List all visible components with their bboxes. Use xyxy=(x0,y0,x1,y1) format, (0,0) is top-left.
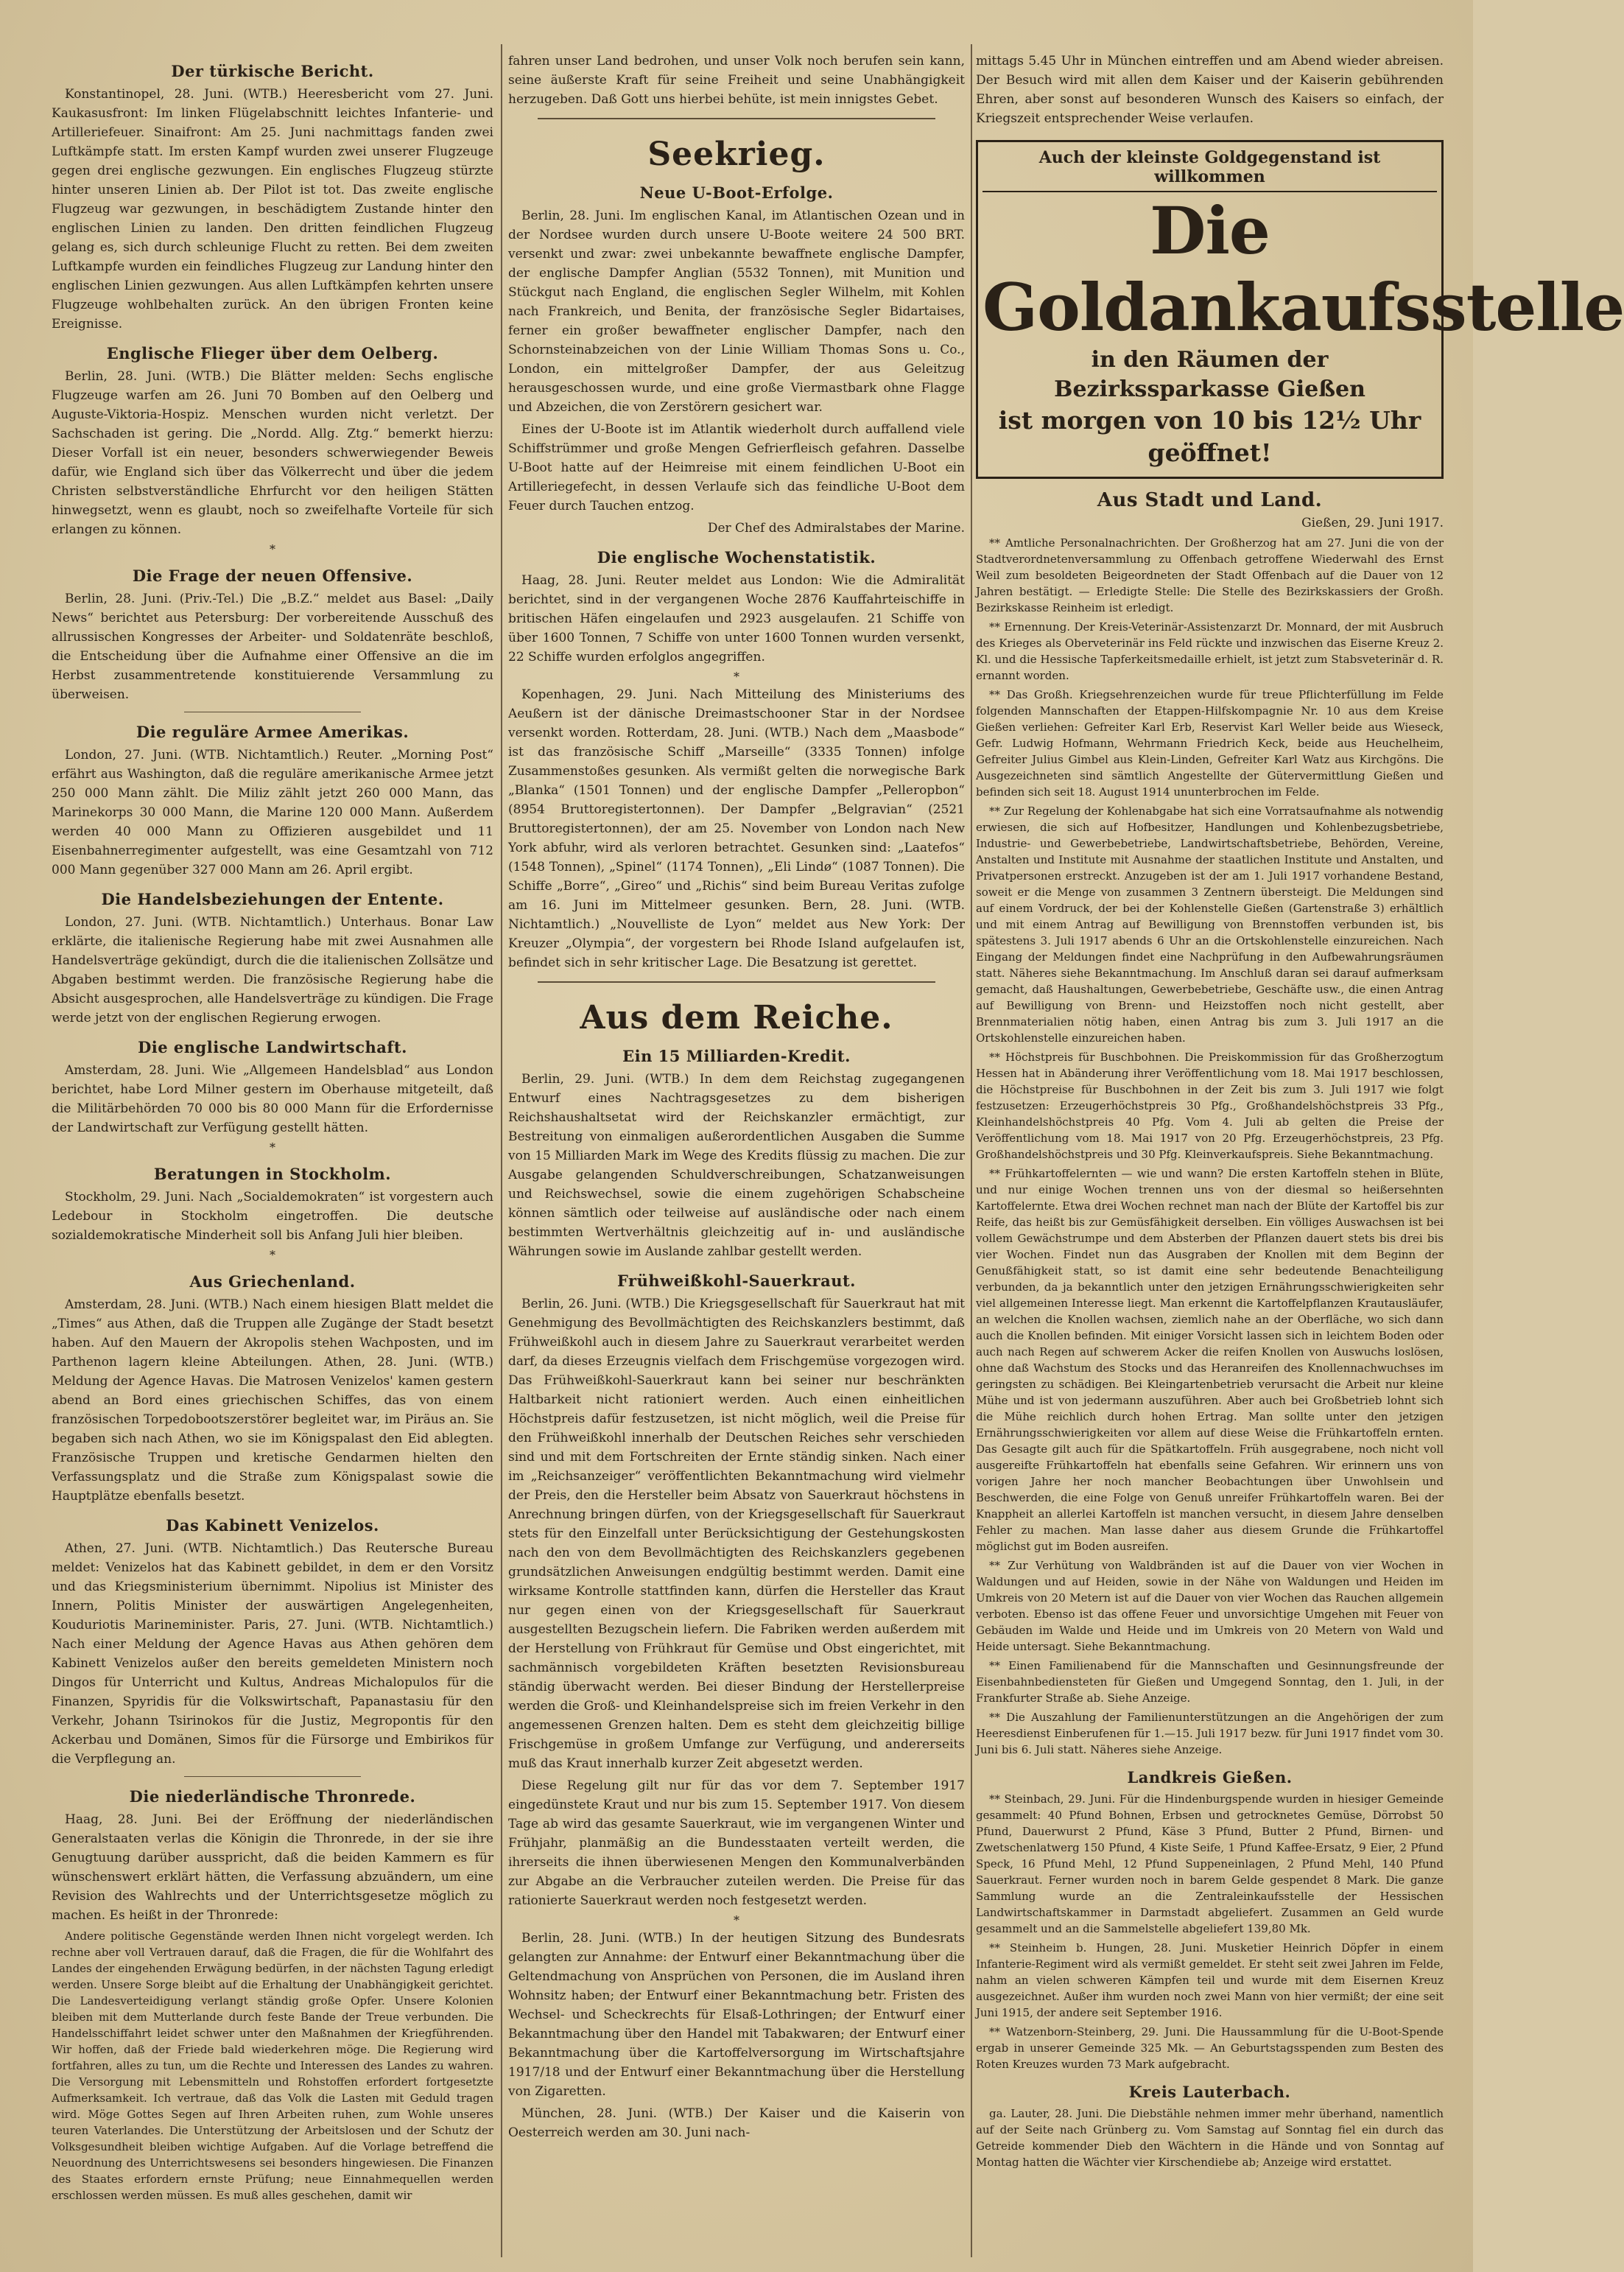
article-text: ga. Lauter, 28. Juni. Die Diebstähle nehmen immer mehr überhand, namentlich auf der Seite nach Grünberg zu. Vom Samstag auf Sonntag fiel ein durch das Getreide kommender Dieb den Wächtern in die Hände und von Sonntag auf Montag hatten die Wächter vier Kirschendiebe ab; Anzeige wird erstattet. xyxy=(976,2107,1444,2169)
column-3 xyxy=(976,52,1624,2257)
headline: Englische Flieger über dem Oelberg. xyxy=(106,344,439,362)
article-text: ** Steinheim b. Hungen, 28. Juni. Musketier Heinrich Döpfer in einem Infanterie-Regiment wird als vermißt gemeldet. Er steht seit zwei Jahren im Felde, nahm an vielen schweren Kämpfen teil und wurde mit dem Eisernen Kreuz ausgezeichnet. Außer ihm wurden noch zwei Mann von hier vermißt; der eine seit Juni 1915, der andere seit September 1916. xyxy=(976,1941,1444,2019)
section-title: Aus dem Reiche. xyxy=(580,999,893,1037)
article-text: Haag, 28. Juni. Reuter meldet aus London: Wie die Admiralität berichtet, sind in der vergangenen Woche 2876 Kauffahrteischiffe in britischen Häfen eingelaufen und 2923 ausgelaufen. 21 Schiffe von über 1600 Tonnen, 7 Schiffe von unter 1600 Tonnen wurden versenkt, 22 Schiffe wurden erfolglos angegriffen. xyxy=(508,573,965,665)
headline: Neue U-Boot-Erfolge. xyxy=(639,183,834,202)
article-text: London, 27. Juni. (WTB. Nichtamtlich.) Unterhaus. Bonar Law erklärte, die italienische Regierung habe mit zwei Ausnahmen alle Handelsverträge gekündigt, durch die die italienischen Zollsätze und Abgaben bestimmt werden. Die französische Regierung habe die Absicht ausgesprochen, alle Handelsverträge zu kündigen. Die Frage werde jetzt von der englischen Regierung erwogen. xyxy=(52,915,493,1025)
ad-hours: ist morgen von 10 bis 12½ Uhr geöffnet! xyxy=(998,406,1421,467)
divider-star: * xyxy=(270,1248,275,1262)
column-2 xyxy=(508,52,965,2257)
headline: Aus Griechenland. xyxy=(189,1272,356,1291)
article-text: Berlin, 28. Juni. Im englischen Kanal, im Atlantischen Ozean und in der Nordsee wurden durch unsere U-Boote weitere 24 500 BRT. versenkt und zwar: zwei unbekannte bewaffnete englische Dampfer, der englische Dampfer Anglian (5532 Tonnen), mit Munition und Stückgut nach England, die englischen Segler Wilhelm, mit Kohlen nach Frankreich, und Benita, der französische Segler Bidartaises, ferner ein großer bewaffneter englischer Dampfer, nach den Schornsteinabzeichen von der Linie William Thomas Sons u. Co., London, ein mittelgroßer Dampfer, der aus Geleitzug herausgeschossen wurde, und eine große Viermastbark ohne Flagge und Abzeichen, die von Zerstörern gesichert war. xyxy=(508,208,965,415)
headline: Landkreis Gießen. xyxy=(1127,1768,1293,1787)
column-rule xyxy=(501,44,502,2257)
article-text: Berlin, 28. Juni. (WTB.) Die Blätter melden: Sechs englische Flugzeuge warfen am 26. Juni 70 Bomben auf den Oelberg und Auguste-Viktoria-Hospiz. Menschen wurden nicht verletzt. Der Sachschaden ist gering. Die „Nordd. Allg. Ztg.“ bemerkt hierzu: Dieser Vorfall ist ein neuer, besonders schwerwiegender Beweis dafür, wie England sich über das Völkerrecht und über die jedem Christen selbstverständliche Ehrfurcht vor den heiligen Stätten hinwegsetzt, wenn es glaubt, noch so zweifelhafte Vorteile für sich erlangen zu können. xyxy=(52,369,493,537)
article-text: Haag, 28. Juni. Bei der Eröffnung der niederländischen Generalstaaten verlas die Königin die Thronrede, in der sie ihre Genugtuung darüber ausspricht, daß die beiden Kammern es für wünschenswert erklärt hätten, die Verfassung abzuändern, um eine Revision des Wahlrechts und der Unterrichtsgesetze möglich zu machen. Es heißt in der Thronrede: xyxy=(52,1812,493,1923)
headline: Kreis Lauterbach. xyxy=(1128,2083,1291,2101)
ad-headline: Die Goldankaufsstelle xyxy=(983,192,1624,346)
article-text: Amsterdam, 28. Juni. (WTB.) Nach einem hiesigen Blatt meldet die „Times“ aus Athen, daß die Truppen alle Zugänge der Stadt besetzt haben. Auf den Mauern der Akropolis stehen Wachposten, und im Parthenon lagern kleine Abteilungen. Athen, 28. Juni. (WTB.) Meldung der Agence Havas. Die Matrosen Venizelos' kamen gestern abend an Bord eines griechischen Schiffes, das von einem französischen Torpedobootszerstörer begleitet war, im Piräus an. Sie begaben sich nach Athen, wo sie im Königspalast den Eid ablegten. Französische Truppen und kretische Gendarmen hielten den Verfassungsplatz und die Straße zum Königspalast sowie die Hauptplätze ebenfalls besetzt. xyxy=(52,1297,493,1504)
ad-tagline: Auch der kleinste Goldgegenstand ist willkommen xyxy=(983,148,1437,192)
article-text: Eines der U-Boote ist im Atlantik wiederholt durch auffallend viele Schiffstrümmer und große Mengen Gefrierfleisch gefahren. Dasselbe U-Boot hatte auf der Heimreise mit einem feindlichen U-Boot ein Artilleriegefecht, in dessen Verlaufe sich das feindliche U-Boot dem Feuer durch Tauchen entzog. xyxy=(508,422,965,513)
article-text: Stockholm, 29. Juni. Nach „Socialdemokraten“ ist vorgestern auch Ledebour in Stockholm eingetroffen. Die deutsche sozialdemokratische Minderheit soll bis Anfang Juli hier bleiben. xyxy=(52,1190,493,1243)
ad-location: in den Räumen der Bezirkssparkasse Gießen xyxy=(1054,347,1365,402)
column-rule xyxy=(971,44,972,2257)
article-text: ** Frühkartoffelernten — wie und wann? Die ersten Kartoffeln stehen in Blüte, und nur einige Wochen trennen uns von der diesmal so heißersehnten Kartoffelernte. Etwa drei Wochen rechnet man nach der Blüte der Kartoffel bis zur Reife, das heißt bis zur Gemüsfähigkeit derselben. Ein völliges Auswachsen ist bei vollem Gewächstrumpe und dem Absterben der Pflanzen dauert stets bis drei bis vier Wochen. Findet nun das Ausgraben der Knollen mit dem Beginn der Genußfähigkeit statt, so ist damit eine sehr bedeutende Benachteiligung verbunden, da ja bekanntlich unter den jetzigen Ernährungsschwierigkeiten sehr viel allgemeinen Interesse liegt. Man erkennt die Kartoffelpflanzen Krautausläufer, an welchen die Knollen wachsen, ziemlich nahe an der Oberfläche, wo sich dann auch die Knollen befinden. Mit einiger Vorsicht lassen sich in leichtem Boden oder auch nach Regen auf schwerem Acker die reifen Knollen von Auswuchs loslösen, ohne daß Wachstum des Stocks und das Heranreifen des Knollennachwuchses im geringsten zu schädigen. Bei Kleingartenbetrieb verursacht die Arbeit nur kleine Mühe und ist von jedermann auszuführen. Aber auch bei Großbetrieb lohnt sich die Mühe reichlich durch hohen Ertrag. Man sollte unter den jetzigen Ernährungsschwierigkeiten vor allem auf diese Weise die Frühkartoffeln ernten. Das Gesagte gilt auch für die Spätkartoffeln. Früh ausgegrabene, noch nicht voll ausgereifte Frühkartoffeln hat ebenfalls seine Gefahren. Wir erinnern uns von vorigen Jahre her noch mancher Beobachtungen über Unwohlsein und Beschwerden, die eine Folge von Genuß unreifer Frühkartoffeln waren. Bei der Knappheit an allerlei Kartoffeln ist manchen versucht, in diesem Jahre denselben Fehler zu machen. Man lasse daher aus diesem Grunde die Frühkartoffel möglichst gut im Boden ausreifen. xyxy=(976,1167,1444,1553)
article-text: Berlin, 28. Juni. (WTB.) In der heutigen Sitzung des Bundesrats gelangten zur Annahme: der Entwurf einer Bekanntmachung über die Geltendmachung von Ansprüchen von Personen, die im Ausland ihren Wohnsitz haben; der Entwurf einer Bekanntmachung betr. Fristen des Wechsel- und Scheckrechts für Elsaß-Lothringen; der Entwurf einer Bekanntmachung über den Handel mit Tabakwaren; der Entwurf einer Bekanntmachung über die Kartoffelversorgung im Wirtschaftsjahre 1917/18 und der Entwurf einer Bekanntmachung über die Herstellung von Zigaretten. xyxy=(508,1931,965,2099)
article-text: Amsterdam, 28. Juni. Wie „Allgemeen Handelsblad“ aus London berichtet, habe Lord Milner gestern im Oberhause mitgeteilt, daß die Militärbehörden 70 000 bis 80 000 Mann für die Erfordernisse der Landwirtschaft zur Verfügung gestellt hätten. xyxy=(52,1063,493,1135)
article-text: ** Das Großh. Kriegsehrenzeichen wurde für treue Pflichterfüllung im Felde folgenden Mannschaften der Etappen-Hilfskompagnie Nr. 10 aus dem Kreise Gießen verliehen: Gefreiter Karl Erb, Reservist Karl Weller beide aus Wieseck, Gefr. Ludwig Hofmann, Wehrmann Friedrich Keck, beide aus Heuchelheim, Gefreiter Julius Gimbel aus Klein-Linden, Gefreiter Karl Watz aus Kirchgöns. Die Ausgezeichneten sind sämtlich Angestellte der Gütervermittlung Gießen und befinden sich seit 18. August 1914 ununterbrochen im Felde. xyxy=(976,688,1444,799)
section-title: Aus Stadt und Land. xyxy=(1097,489,1323,511)
article-text: Konstantinopel, 28. Juni. (WTB.) Heeresbericht vom 27. Juni. Kaukasusfront: Im linken Flügelabschnitt leichtes Infanterie- und Artilleriefeuer. Sinaifront: Am 25. Juni nachmittags fanden zwei Luftkämpfe statt. Im ersten Kampf wurden zwei unserer Flugzeuge gegen drei englische gezwungen. Ein englisches Flugzeug stürzte hinter unseren Linien ab. Der Pilot ist tot. Das zweite englische Flugzeug war gezwungen, in beschädigtem Zustande hinter den englischen Linien zu landen. Den dritten feindlichen Flugzeug gelang es, sich durch schleunige Flucht zu retten. Bei dem zweiten Luftkampfe wurden ein feindliches Flugzeug zur Landung hinter den englischen Linien gezwungen. Aus allen Luftkämpfen kehrten unsere Flugzeuge wohlbehalten zurück. An den übrigen Fronten keine Ereignisse. xyxy=(52,87,493,332)
headline: Ein 15 Milliarden-Kredit. xyxy=(622,1047,851,1065)
gold-purchase-advertisement xyxy=(976,140,1624,479)
article-text: ** Zur Verhütung von Waldbränden ist auf die Dauer von vier Wochen in Waldungen und auf Heiden, sowie in der Nähe von Waldungen und Heiden im Umkreis von 20 Metern ist auf die Dauer von vier Wochen das Rauchen allgemein verboten. Ebenso ist das offene Feuer und unvorsichtige Umgehen mit Feuer von Gebäuden im Walde und Heide und im Umkreis von 20 Metern von Wald und Heide untersagt. Siehe Bekanntmachung. xyxy=(976,1559,1444,1653)
article-text: Berlin, 28. Juni. (Priv.-Tel.) Die „B.Z.“ meldet aus Basel: „Daily News“ berichtet aus Petersburg: Der vorbereitende Ausschuß des allrussischen Kongresses der Arbeiter- und Soldatenräte beschloß, die Entscheidung über die Aufnahme einer Offensive an die im Herbst zusammentretende konstituierende Versammlung zu überweisen. xyxy=(52,592,493,702)
article-text: Kopenhagen, 29. Juni. Nach Mitteilung des Ministeriums des Aeußern ist der dänische Dreimastschooner Star in der Nordsee versenkt worden. Rotterdam, 28. Juni. (WTB.) Nach dem „Maasbode“ ist das französische Schiff „Marseille“ (3335 Tonnen) infolge Zusammenstoßes gesunken. Als vermißt gelten die norwegische Bark „Blanka“ (1501 Tonnen) und der englische Dampfer „Pelleropbon“ (8954 Bruttoregistertonnen). Der Dampfer „Belgravian“ (2521 Bruttoregistertonnen), der am 25. November von London nach New York abfuhr, wird als verloren betrachtet. Gesunken sind: „Laatefos“ (1548 Tonnen), „Spinel“ (1174 Tonnen), „Eli Lindø“ (1087 Tonnen). Die Schiffe „Borre“, „Gireo“ und „Richis“ sind beim Bureau Veritas zufolge am 16. Juni im Mittelmeer gesunken. Bern, 28. Juni. (WTB. Nichtamtlich.) „Nouvelliste de Lyon“ meldet aus New York: Der Kreuzer „Olympia“, der vorgestern bei Rhode Island aufgelaufen ist, befindet sich in sehr kritischer Lage. Die Besatzung ist gerettet. xyxy=(508,687,965,970)
divider-star: * xyxy=(270,1140,275,1154)
article-text: ** Amtliche Personalnachrichten. Der Großherzog hat am 27. Juni die von der Stadtverordnetenversammlung zu Offenbach getroffene Wiederwahl des Ernst Weil zum besoldeten Beigeordneten der Stadt Offenbach auf die Dauer von 12 Jahren bestätigt. — Erledigte Stelle: Die Stelle des Bezirkskassiers der Großh. Bezirkskasse Reinheim ist erledigt. xyxy=(976,536,1444,614)
headline: Der türkische Bericht. xyxy=(171,62,374,80)
divider xyxy=(184,1776,361,1777)
divider-star: * xyxy=(734,1913,739,1927)
article-text: ** Die Auszahlung der Familienunterstützungen an die Angehörigen der zum Heeresdienst Einberufenen für 1.—15. Juli 1917 bezw. für Juni 1917 findet vom 30. Juni bis 6. Juli statt. Näheres siehe Anzeige. xyxy=(976,1711,1444,1756)
article-text: Berlin, 29. Juni. (WTB.) In dem dem Reichstag zugegangenen Entwurf eines Nachtragsgesetzes zu dem bisherigen Reichshaushaltsetat wird der Reichskanzler ermächtigt, zur Bestreitung von einmaligen außerordentlichen Ausgaben die Summe von 15 Milliarden Mark im Wege des Kredits flüssig zu machen. Die zur Ausgabe gelangenden Schuldverschreibungen, Schatzanweisungen und Reichswechsel, sowie die einem zugehörigen Schabscheine können sämtlich oder teilweise auf ausländische oder nach einem bestimmten Wertverhältnis gleichzeitig auf in- und ausländische Währungen sowie im Auslande zahlbar gestellt werden. xyxy=(508,1072,965,1259)
section-title: Seekrieg. xyxy=(647,136,826,173)
article-text: Athen, 27. Juni. (WTB. Nichtamtlich.) Das Reutersche Bureau meldet: Venizelos hat das Kabinett gebildet, in dem er den Vorsitz und das Kriegsministerium übernimmt. Nipolius ist Minister des Innern, Politis Minister der auswärtigen Angelegenheiten, Kouduriotis Marineminister. Paris, 27. Juni. (WTB. Nichtamtlich.) Nach einer Meldung der Agence Havas aus Athen gehören dem Kabinett Venizelos außer den bereits gemeldeten Ministern noch Dingos für Unterricht und Kultus, Andreas Michalopulos für die Finanzen, Spyridis für die Volkswirtschaft, Papanastasiu für den Verkehr, Johann Tsirinokos für die Justiz, Megropontis für den Ackerbau und Domänen, Simos für die Fürsorge und Embirikos für die Verpflegung an. xyxy=(52,1541,493,1767)
article-text: ** Höchstpreis für Buschbohnen. Die Preiskommission für das Großherzogtum Hessen hat in Abänderung ihrer Veröffentlichung vom 18. Mai 1917 beschlossen, die Höchstpreise für Buschbohnen in der Zeit bis zum 3. Juli 1917 wie folgt festzusetzen: Erzeugerhöchstpreis 30 Pfg., Großhandelshöchstpreis 33 Pfg., Kleinhandelshöchstpreis 40 Pfg. Vom 4. Juli ab gelten die Preise der Veröffentlichung vom 18. Mai 1917 von 20 Pfg. Erzeugerhöchstpreis, 23 Pfg. Großhandelshöchstpreis und 30 Pfg. Kleinverkaufspreis. Siehe Bekanntmachung. xyxy=(976,1051,1444,1161)
headline: Die Frage der neuen Offensive. xyxy=(132,567,413,585)
dateline: Gießen, 29. Juni 1917. xyxy=(1301,516,1444,530)
article-text: ** Einen Familienabend für die Mannschaften und Gesinnungsfreunde der Eisenbahnbediensteten für Gießen und Umgegend Sonntag, den 1. Juli, in der Frankfurter Straße ab. Siehe Anzeige. xyxy=(976,1659,1444,1705)
article-text: Andere politische Gegenstände werden Ihnen nicht vorgelegt werden. Ich rechne aber voll Vertrauen darauf, daß die Fragen, die für die Wohlfahrt des Landes der eingehenden Erwägung bedürfen, in der nächsten Tagung erledigt werden. Unsere Sorge bleibt auf die Erhaltung der Unabhängigkeit gerichtet. Die Landesverteidigung verlangt ständig große Opfer. Unsere Kolonien bleiben mit dem Mutterlande durch feste Bande der Treue verbunden. Die Handelsschiffahrt leidet schwer unter den Maßnahmen der Kriegführenden. Wir hoffen, daß der Friede bald wiederkehren möge. Die Regierung wird fortfahren, alles zu tun, um die Rechte und Interessen des Landes zu wahren. Die Versorgung mit Lebensmitteln und Rohstoffen erfordert fortgesetzte Aufmerksamkeit. Ich vertraue, daß das Volk die Lasten mit Geduld tragen wird. Möge Gottes Segen auf Ihren Arbeiten ruhen, zum Wohle unseres teuren Vaterlandes. Die Unterstützung der Arbeitslosen und der Schutz der Volksgesundheit bleiben wichtige Aufgaben. Auf die Vorlage betreffend die Neuordnung des Unterrichtswesens sei besonders hingewiesen. Die Finanzen des Staates erfordern ernste Prüfung; neue Einnahmequellen werden erschlossen werden müssen. Es muß alles geschehen, damit wir xyxy=(52,1929,493,2202)
article-text: ** Ernennung. Der Kreis-Veterinär-Assistenzarzt Dr. Monnard, der mit Ausbruch des Krieges als Oberveterinär ins Feld rückte und inzwischen das Eiserne Kreuz 2. Kl. und die Hessische Tapferkeitsmedaille erhielt, ist jetzt zum Stabsveterinär d. R. ernannt worden. xyxy=(976,620,1444,682)
headline: Die Handelsbeziehungen der Entente. xyxy=(101,890,444,908)
headline: Die niederländische Thronrede. xyxy=(129,1787,416,1806)
headline: Beratungen in Stockholm. xyxy=(153,1165,392,1183)
article-text: Diese Regelung gilt nur für das vor dem 7. September 1917 eingedünstete Kraut und nur bis zum 15. September 1917. Von diesem Tage ab wird das gesamte Sauerkraut, wie im vergangenen Winter und Frühjahr, planmäßig an die Bundesstaaten verteilt werden, die ihrerseits die ihnen überwiesenen Mengen den Kommunalverbänden zur Abgabe an die Verbraucher zuteilen werden. Die Preise für das rationierte Sauerkraut werden noch festgesetzt werden. xyxy=(508,1778,965,1908)
divider-star: * xyxy=(734,670,739,684)
headline: Frühweißkohl-Sauerkraut. xyxy=(617,1272,856,1290)
article-text: ** Zur Regelung der Kohlenabgabe hat sich eine Vorratsaufnahme als notwendig erwiesen, die sich auf Hofbesitzer, Handlungen und Kohlenbezugsbetriebe, Industrie- und Gewerbebetriebe, Landwirtschaftsbetriebe, Behörden, Vereine, Anstalten und Institute mit Ausnahme der staatlichen Institute und Anstalten, und Privatpersonen erstreckt. Anzugeben ist der am 1. Juli 1917 vorhandene Bestand, soweit er die Menge von zusammen 3 Zentnern übersteigt. Die Meldungen sind auf einem Vordruck, der bei der Kohlenstelle Gießen (Gartenstraße 3) erhältlich und mit einem Antrag auf Bewilligung von Brennstoffen verbunden ist, bis spätestens 3. Juli 1917 abends 6 Uhr an die Ortskohlenstelle einzureichen. Nach Eingang der Meldungen findet eine Nachprüfung in den Aufbewahrungsräumen statt. Näheres siehe Bekanntmachung. Im Anschluß daran sei darauf aufmerksam gemacht, daß Haushaltungen, Gewerbebetriebe, Geschäfte usw., die einen Antrag auf Bewilligung von Brenn- und Heizstoffen noch nicht gestellt, aber Brennmaterialien nötig haben, einen Antrag bis zum 3. Juli 1917 an die Ortskohlenstelle einzureichen haben. xyxy=(976,804,1444,1045)
headline: Die englische Wochenstatistik. xyxy=(597,548,876,567)
article-text: ** Steinbach, 29. Juni. Für die Hindenburgspende wurden in hiesiger Gemeinde gesammelt: 40 Pfund Bohnen, Erbsen und getrocknetes Gemüse, Dörrobst 50 Pfund, Dauerwurst 2 Pfund, Käse 3 Pfund, Butter 2 Pfund, Birnen- und Zwetschenlatwerg 150 Pfund, 4 Kiste Seife, 1 Pfund Kaffee-Ersatz, 9 Eier, 2 Pfund Speck, 16 Pfund Mehl, 12 Pfund Suppeneinlagen, 2 Pfund Mehl, 140 Pfund Sauerkraut. Ferner wurden noch in barem Gelde gespendet 8 Mark. Die ganze Sammlung wurde an die Zentraleinkaufsstelle der Hessischen Landwirtschaftskammer in Darmstadt abgeliefert. Zusammen an Geld wurde gesammelt und an die Sammelstelle abgeliefert 139,80 Mk. xyxy=(976,1792,1444,1935)
headline: Die reguläre Armee Amerikas. xyxy=(136,723,409,741)
headline: Die englische Landwirtschaft. xyxy=(138,1038,407,1056)
headline: Das Kabinett Venizelos. xyxy=(166,1516,379,1535)
article-text: mittags 5.45 Uhr in München eintreffen und am Abend wieder abreisen. Der Besuch wird mit allen dem Kaiser und der Kaiserin gebührenden Ehren, aber sonst auf besonderen Wunsch des Kaisers so einfach, der Kriegszeit entsprechender Weise verlaufen. xyxy=(976,54,1444,126)
article-text: London, 27. Juni. (WTB. Nichtamtlich.) Reuter. „Morning Post“ erfährt aus Washington, daß die reguläre amerikanische Armee jetzt 250 000 Mann zählt. Die Miliz zählt jetzt 260 000 Mann, das Marinekorps 30 000 Mann, die Marine 120 000 Mann. Außerdem werden 40 000 Mann zu Offizieren ausgebildet und 11 Eisenbahnerregimenter aufgestellt, was eine Gesamtzahl von 712 000 Mann gegenüber 327 000 Mann am 26. April ergibt. xyxy=(52,748,493,877)
divider-star: * xyxy=(270,542,275,556)
divider xyxy=(538,981,935,983)
article-text: München, 28. Juni. (WTB.) Der Kaiser und die Kaiserin von Oesterreich werden am 30. Juni nach- xyxy=(508,2106,965,2140)
article-text: Berlin, 26. Juni. (WTB.) Die Kriegsgesellschaft für Sauerkraut hat mit Genehmigung des Bevollmächtigten des Reichskanzlers bestimmt, daß Frühweißkohl auch in diesem Jahre zu Sauerkraut verarbeitet werden darf, da dieses Erzeugnis vielfach dem Frischgemüse vorgezogen wird. Das Frühweißkohl-Sauerkraut kann bei seiner nur beschränkten Haltbarkeit nicht rationiert werden. Auch einen einheitlichen Höchstpreis dafür festzusetzen, ist nicht möglich, weil die Preise für den Frühweißkohl innerhalb der Deutschen Reiches sehr verschieden sind und mit dem Fortschreiten der Ernte ständig sinken. Nach einer im „Reichsanzeiger“ veröffentlichten Bekanntmachung wird vielmehr der Preis, den die Hersteller beim Absatz von Sauerkraut höchstens in Anrechnung bringen dürfen, von der Kriegsgesellschaft für Sauerkraut stets für den Einzelfall unter Berücksichtigung der Gestehungskosten nach den von dem Bevollmächtigten des Reichskanzlers gegebenen grundsätzlichen Anweisungen endgültig bestimmt werden. Damit eine wirksame Kontrolle stattfinden kann, dürfen die Hersteller das Kraut nur gegen einen von der Kriegsgesellschaft für Sauerkraut ausgestellten Bezugschein liefern. Die Fabriken werden außerdem mit der Herstellung von Frühkraut für Gemüse und Obst eingerichtet, mit sachmännisch vorgebildeten Kräften besetzten Revisionsbureau ständig überwacht werden. Bei dieser Bindung der Herstellerpreise werden die Groß- und Kleinhandelspreise sich im freien Verkehr in den angemessenen Grenzen halten. Dem es steht dem gleichzeitig billige Frischgemüse in großem Umfange zur Verfügung, und andererseits muß das Kraut innerhalb kurzer Zeit abgesetzt werden. xyxy=(508,1297,965,1771)
column-1 xyxy=(52,52,493,2257)
article-text: ** Watzenborn-Steinberg, 29. Juni. Die Haussammlung für die U-Boot-Spende ergab in unserer Gemeinde 325 Mk. — An Geburtstagsspenden zum Besten des Roten Kreuzes wurden 73 Mark aufgebracht. xyxy=(976,2025,1444,2071)
article-text: fahren unser Land bedrohen, und unser Volk noch berufen sein kann, seine äußerste Kraft für seine Freiheit und seine Unabhängigkeit herzugeben. Daß Gott uns hierbei behüte, ist mein innigstes Gebet. xyxy=(508,54,965,107)
signature: Der Chef des Admiralstabes der Marine. xyxy=(707,521,965,536)
divider xyxy=(538,118,935,119)
